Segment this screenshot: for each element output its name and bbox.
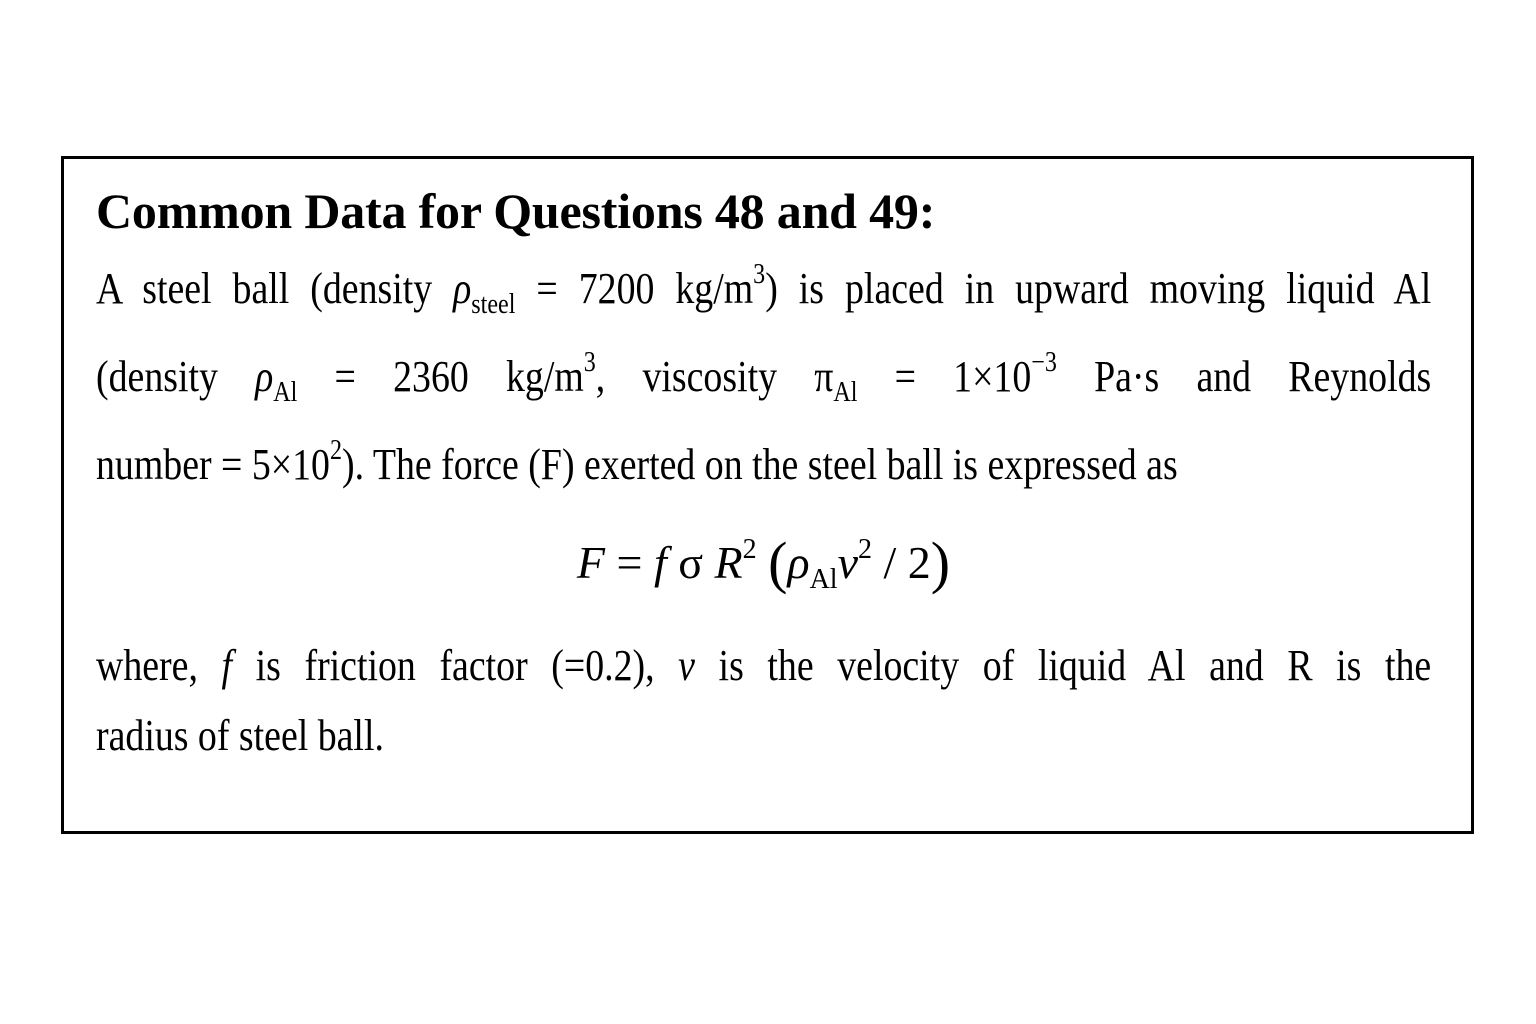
cubed-superscript: 3: [583, 347, 596, 378]
statement-line-1: A steel ball (density $\rho_{steel} = 7200$ $kg/m^3$) is placed in upward moving liquid Al: [96, 259, 1432, 320]
definitions: [96, 631, 1431, 771]
squared-superscript: 2: [329, 435, 343, 466]
definitions-line-1: where, f is friction factor (=0.2), v is the velocity of liquid Al and R is the: [96, 641, 1432, 690]
exponent-neg3: −3: [1031, 347, 1057, 378]
pi-symbol: π: [814, 352, 834, 401]
statement-line-2: (density $\rho_{Al} = 2360$ $kg/m^3$, viscosity $\pi_{Al} = 1\times 10^{-3}$ Pa·s and Reynolds: [96, 347, 1432, 408]
cubed-superscript: 3: [753, 259, 766, 290]
statement-line-3: number = $5\times 10^2$). The force (F) exerted on the steel ball is expressed as: [96, 435, 1178, 489]
rho-steel-subscript: steel: [471, 289, 516, 320]
pi-al-subscript: Al: [833, 377, 858, 408]
problem-statement: [96, 245, 1431, 509]
definitions-line-2: radius of steel ball.: [96, 711, 384, 760]
section-heading: Common Data for Questions 48 and 49:: [96, 183, 936, 239]
rho-symbol: ρ: [255, 352, 274, 401]
rho-al-subscript: Al: [273, 377, 298, 408]
force-equation: F = f σ $R^2$ $(\rho_{Al}v^2 / 2)$: [576, 530, 951, 595]
common-data-box: [61, 156, 1474, 834]
rho-symbol: ρ: [453, 264, 472, 313]
